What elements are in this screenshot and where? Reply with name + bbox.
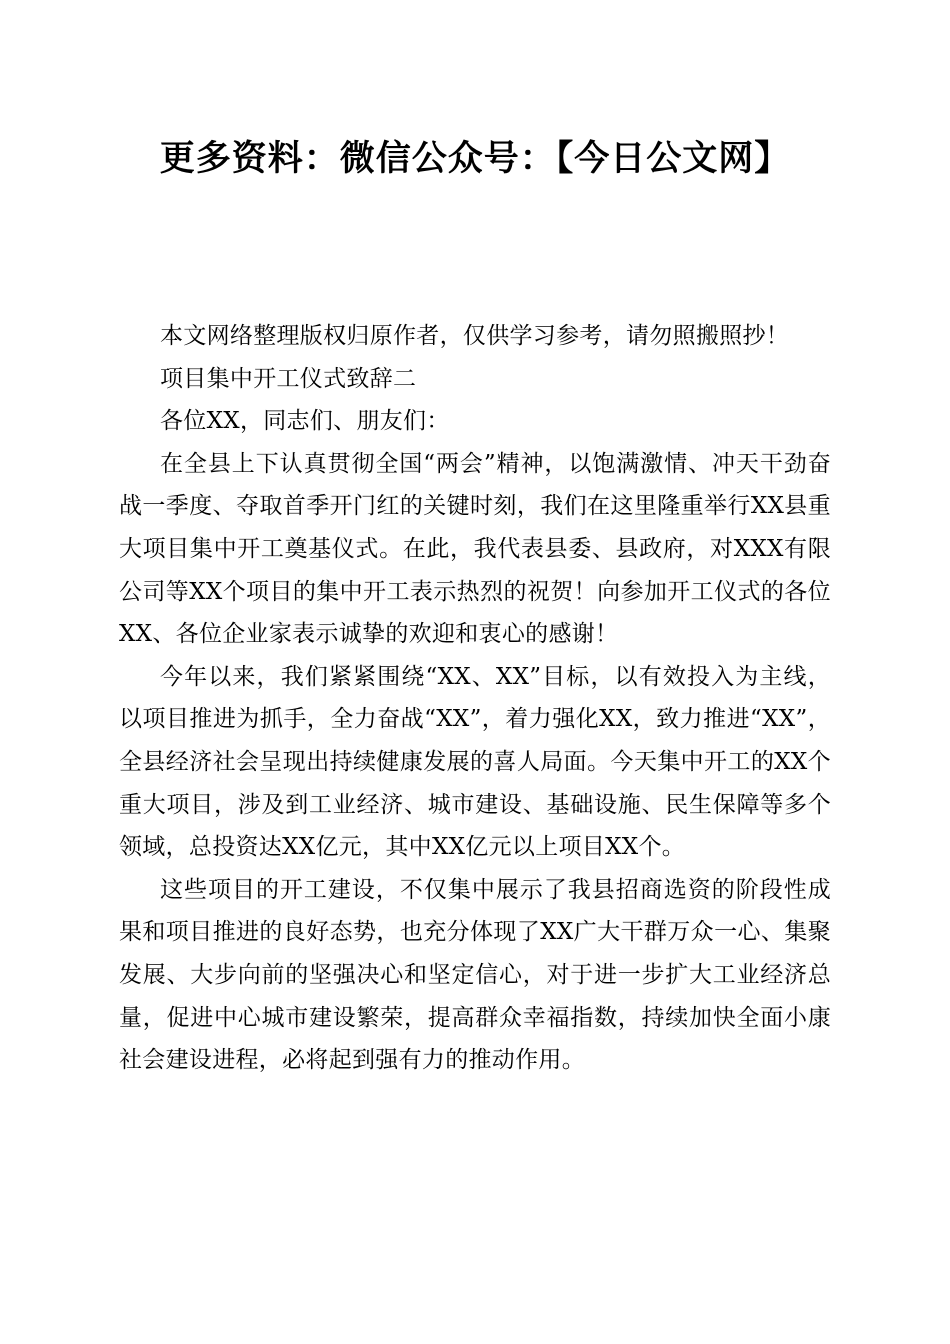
copyright-notice: 本文网络整理版权归原作者，仅供学习参考，请勿照搬照抄！: [160, 323, 790, 349]
document-subtitle: 项目集中开工仪式致辞二: [160, 365, 417, 392]
body-paragraph: 这些项目的开工建设，不仅集中展示了我县招商选资的阶段性成果和项目推进的良好态势，也充分体现了XX广大干群万众一心、集聚发展、大步向前的坚强决心和坚定信心，对于进一步扩大工业经济总量，促进中心城市建设繁荣，提高群众幸福指数，持续加快全面小康社会建设进程，必将起到强有力的推动作用。: [119, 876, 831, 1074]
body-paragraph: 今年以来，我们紧紧围绕“XX、XX”目标，以有效投入为主线，以项目推进为抓手，全力奋战“XX”，着力强化XX，致力推进“XX”，全县经济社会呈现出持续健康发展的喜人局面。今天集中开工的XX个重大项目，涉及到工业经济、城市建设、基础设施、民生保障等多个领域，总投资达XX亿元，其中XX亿元以上项目XX个。: [119, 663, 831, 861]
page-title: 更多资料：微信公众号：【今日公文网】: [159, 139, 791, 179]
body-paragraph: 在全县上下认真贯彻全国“两会”精神，以饱满激情、冲天干劲奋战一季度、夺取首季开门红的关键时刻，我们在这里隆重举行XX县重大项目集中开工奠基仪式。在此，我代表县委、县政府，对XXX有限公司等XX个项目的集中开工表示热烈的祝贺！向参加开工仪式的各位XX、各位企业家表示诚挚的欢迎和衷心的感谢！: [119, 450, 831, 648]
salutation: 各位XX，同志们、朋友们：: [160, 408, 450, 435]
document-body: [119, 315, 831, 1082]
